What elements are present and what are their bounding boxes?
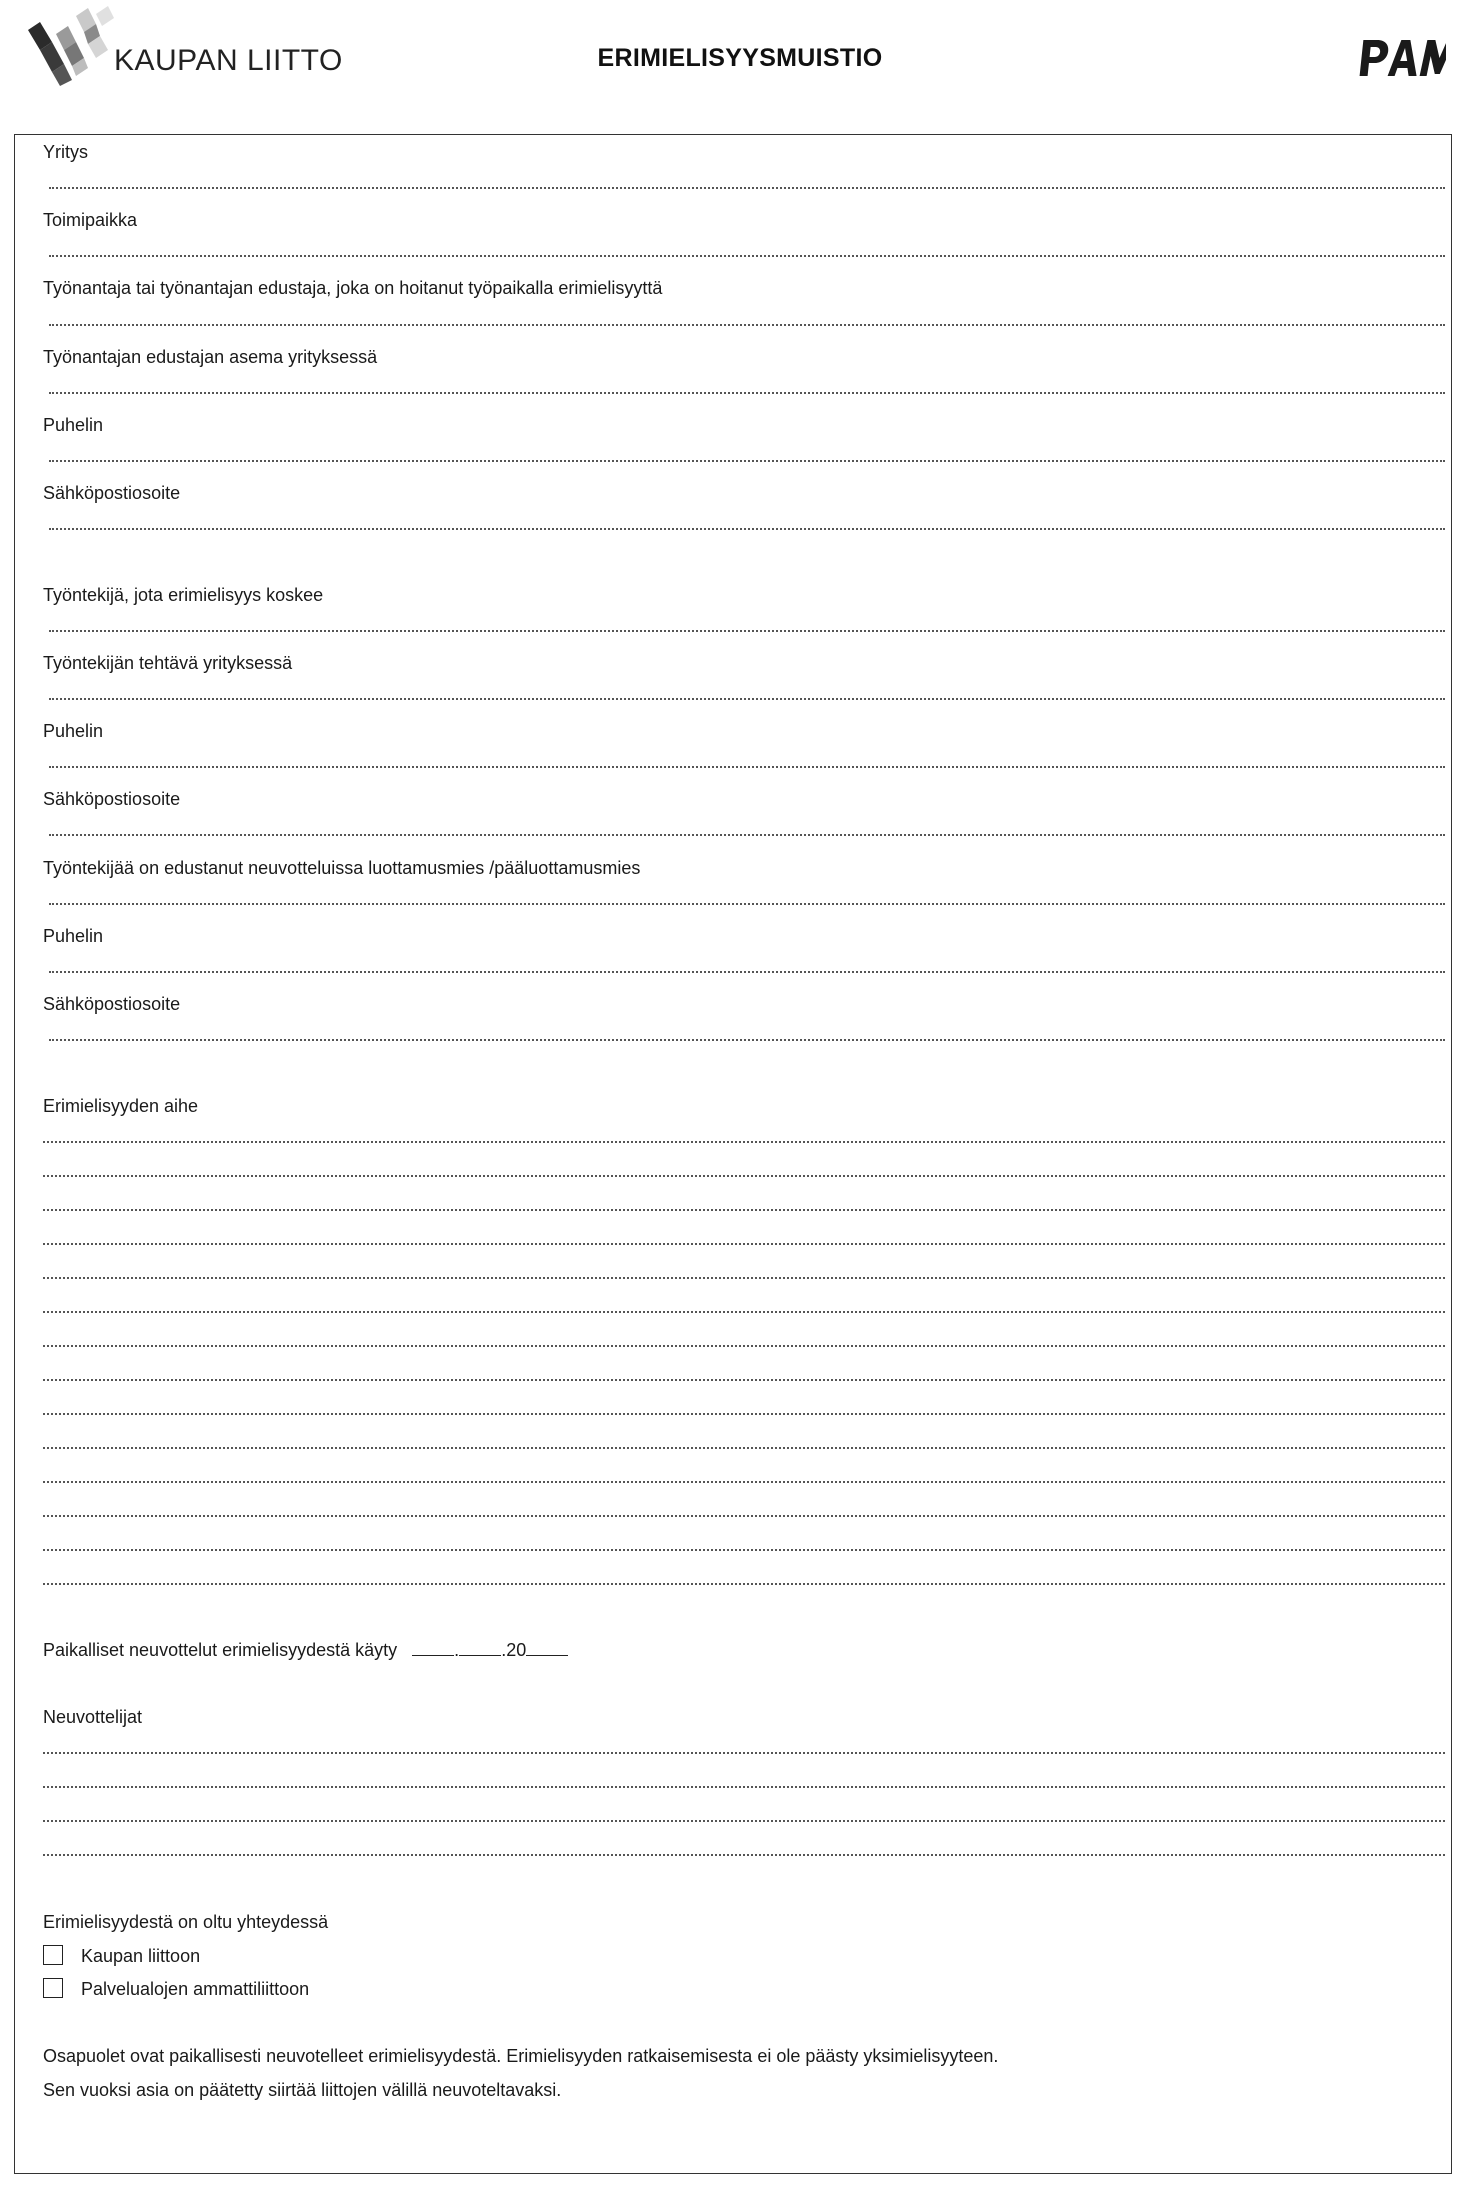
employee-phone-label: Puhelin [43,721,104,741]
negotiators-line-3[interactable] [43,1820,1445,1822]
pam-option-label: Palvelualojen ammattiliittoon [81,1979,310,1999]
kaupan-liitto-option-label: Kaupan liittoon [81,1946,201,1966]
employer-representative-label: Työnantaja tai työnantajan edustaja, joka on hoitanut työpaikalla erimielisyyttä [43,278,663,298]
shop-steward-phone-field[interactable] [49,971,1445,973]
contact-heading: Erimielisyydestä on oltu yhteydessä [43,1912,329,1932]
form-frame [14,134,1452,2174]
dispute-subject-line-9[interactable] [43,1413,1445,1415]
kaupan-liitto-checkbox[interactable] [43,1945,63,1965]
company-field[interactable] [49,187,1445,189]
document-title: ERIMIELISYYSMUISTIO [597,44,883,72]
dispute-subject-line-12[interactable] [43,1515,1445,1517]
kaupan-liitto-mark-icon [26,6,116,88]
employee-name-field[interactable] [49,630,1445,632]
conclusion-line-2: Sen vuoksi asia on päätetty siirtää liittojen välillä neuvoteltavaksi. [43,2080,562,2100]
employer-representative-field[interactable] [49,324,1445,326]
pam-logo [1356,34,1446,84]
company-label: Yritys [43,142,88,162]
employer-position-field[interactable] [49,392,1445,394]
shop-steward-email-field[interactable] [49,1039,1445,1041]
employee-role-field[interactable] [49,698,1445,700]
dispute-subject-line-8[interactable] [43,1379,1445,1381]
shop-steward-label: Työntekijää on edustanut neuvotteluissa luottamusmies /pääluottamusmies [43,858,641,878]
employee-phone-field[interactable] [49,766,1445,768]
date-separator: . [454,1640,460,1660]
pam-checkbox[interactable] [43,1978,63,1998]
dispute-subject-line-6[interactable] [43,1311,1445,1313]
dispute-subject-line-10[interactable] [43,1447,1445,1449]
employer-email-label: Sähköpostiosoite [43,483,181,503]
conclusion-line-1: Osapuolet ovat paikallisesti neuvotelleet erimielisyydestä. Erimielisyyden ratkaisemisesta ei ole päästy yksimielisyyteen. [43,2046,999,2066]
negotiators-line-4[interactable] [43,1854,1445,1856]
employer-phone-field[interactable] [49,460,1445,462]
page-header [0,0,1466,120]
kaupan-liitto-logo [26,6,346,86]
negotiators-label: Neuvottelijat [43,1707,143,1727]
employee-email-field[interactable] [49,834,1445,836]
dispute-subject-line-13[interactable] [43,1549,1445,1551]
dispute-subject-line-5[interactable] [43,1277,1445,1279]
negotiators-line-2[interactable] [43,1786,1445,1788]
employee-name-label: Työntekijä, jota erimielisyys koskee [43,585,324,605]
location-label: Toimipaikka [43,210,138,230]
negotiators-line-1[interactable] [43,1752,1445,1754]
location-field[interactable] [49,255,1445,257]
year-prefix: .20 [501,1640,527,1660]
dispute-subject-line-2[interactable] [43,1175,1445,1177]
dispute-subject-label: Erimielisyyden aihe [43,1096,199,1116]
negotiation-year-field[interactable] [526,1639,568,1656]
dispute-subject-line-4[interactable] [43,1243,1445,1245]
dispute-subject-line-11[interactable] [43,1481,1445,1483]
dispute-subject-line-14[interactable] [43,1583,1445,1585]
dispute-subject-line-1[interactable] [43,1141,1445,1143]
employee-email-label: Sähköpostiosoite [43,789,181,809]
negotiation-day-field[interactable] [412,1639,454,1656]
shop-steward-field[interactable] [49,903,1445,905]
pam-wordmark-icon [1356,34,1446,84]
dispute-subject-line-7[interactable] [43,1345,1445,1347]
kaupan-liitto-wordmark: KAUPAN LIITTO [114,44,343,77]
shop-steward-phone-label: Puhelin [43,926,104,946]
employee-role-label: Työntekijän tehtävä yrityksessä [43,653,293,673]
negotiation-date-row [43,1639,568,1661]
negotiation-date-label: Paikalliset neuvottelut erimielisyydestä käyty [43,1640,398,1660]
employer-position-label: Työnantajan edustajan asema yrityksessä [43,347,378,367]
negotiation-month-field[interactable] [459,1639,501,1656]
dispute-subject-line-3[interactable] [43,1209,1445,1211]
shop-steward-email-label: Sähköpostiosoite [43,994,181,1014]
employer-email-field[interactable] [49,528,1445,530]
employer-phone-label: Puhelin [43,415,104,435]
